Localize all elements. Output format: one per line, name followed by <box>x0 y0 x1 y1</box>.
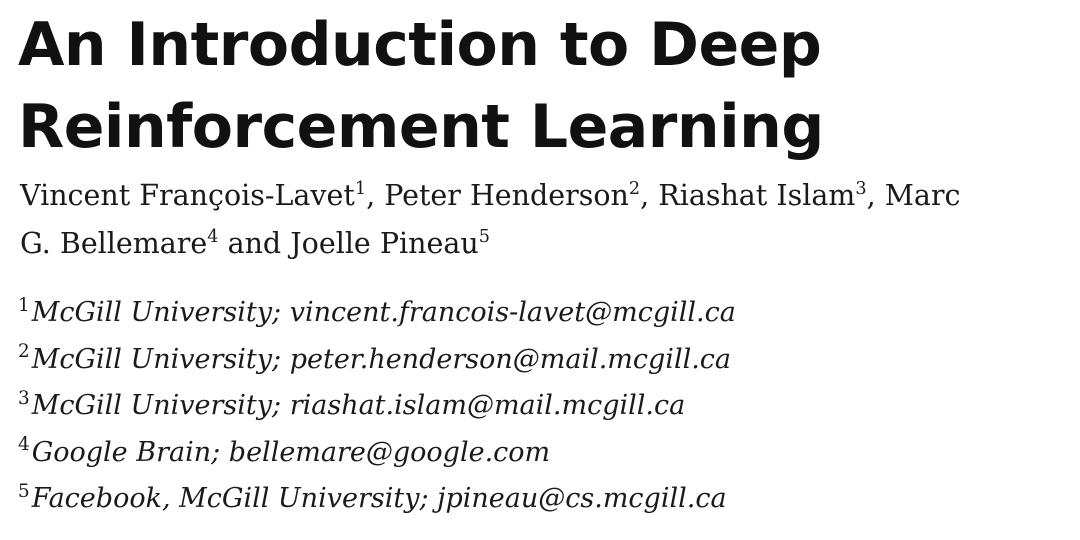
author-islam: Riashat Islam$^3$ <box>658 179 867 212</box>
affiliation-item <box>18 476 736 523</box>
affiliation-list <box>18 290 736 523</box>
affiliation-item <box>18 430 736 477</box>
author-francois-lavet: Vincent François-Lavet$^1$ <box>20 179 367 212</box>
affiliation-mark: 4 <box>18 434 30 456</box>
author-line-2: G. Bellemare$^4$ and Joelle Pineau$^5$ <box>20 227 490 260</box>
affiliation-text: McGill University; peter.henderson@mail.mcgill.ca <box>31 343 732 375</box>
author-mark: 1 <box>354 179 367 200</box>
author-line-1: Vincent François-Lavet$^1$, Peter Henderson$^2$, Riashat Islam$^3$, Marc <box>20 179 961 212</box>
author-pineau: Joelle Pineau$^5$ <box>290 227 490 260</box>
author-mark: 5 <box>478 227 490 248</box>
affiliation-text: McGill University; riashat.islam@mail.mcgill.ca <box>31 390 686 421</box>
affiliation-mark: 2 <box>18 341 30 363</box>
affiliation-item <box>18 290 736 337</box>
title-line-2: Reinforcement Learning <box>18 92 824 162</box>
affiliation-mark: 3 <box>18 387 30 409</box>
author-mark: 2 <box>628 179 641 200</box>
affiliation-text: Google Brain; bellemare@google.com <box>31 436 551 468</box>
paper-title <box>18 4 824 168</box>
author-mark: 3 <box>855 179 867 200</box>
title-line-1: An Introduction to Deep <box>18 10 822 80</box>
author-bellemare-first: Marc <box>884 179 961 212</box>
author-henderson: Peter Henderson$^2$ <box>384 179 641 212</box>
author-mark: 4 <box>207 227 219 248</box>
author-bellemare: G. Bellemare$^4$ <box>20 227 219 260</box>
author-list <box>20 172 1080 268</box>
affiliation-item <box>18 337 736 384</box>
affiliation-text: Facebook, McGill University; jpineau@cs.mcgill.ca <box>31 483 727 514</box>
affiliation-mark: 5 <box>18 480 30 502</box>
affiliation-mark: 1 <box>18 294 30 316</box>
affiliation-item <box>18 383 736 430</box>
affiliation-text: McGill University; vincent.francois-lavet@mcgill.ca <box>31 297 736 328</box>
